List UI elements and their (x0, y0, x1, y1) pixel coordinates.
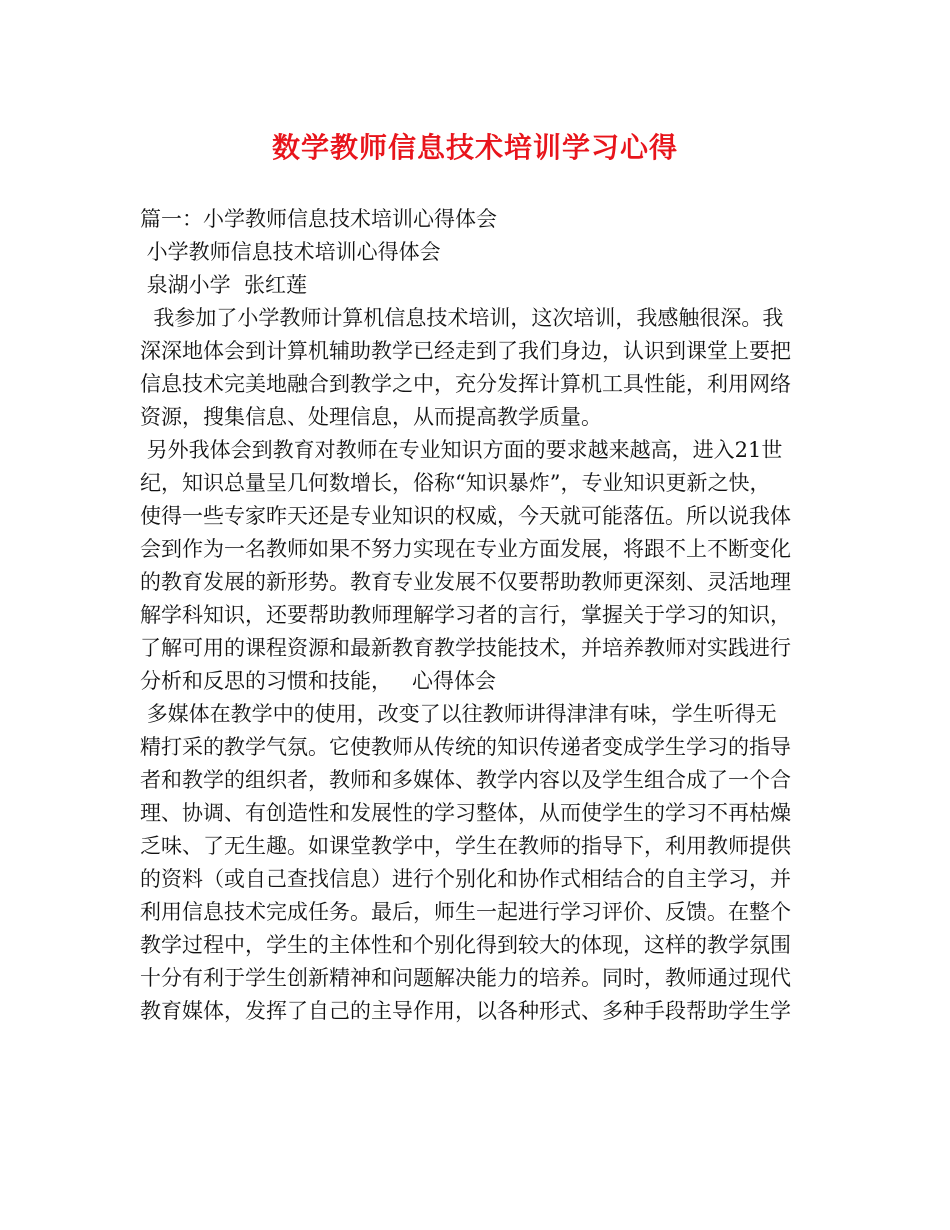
body-text-line: 了解可用的课程资源和最新教育教学技能技术，并培养教师对实践进行 (140, 636, 791, 660)
body-text-line: 会到作为一名教师如果不努力实现在专业方面发展，将跟不上不断变化 (140, 537, 791, 561)
body-text-line: 乏味、了无生趣。如课堂教学中，学生在教师的指导下，利用教师提供 (140, 834, 791, 858)
body-text-line: 深深地体会到计算机辅助教学已经走到了我们身边，认识到课堂上要把 (140, 339, 791, 363)
body-text-line: 纪，知识总量呈几何数增长，俗称“知识暴炸”，专业知识更新之快， (140, 471, 771, 495)
body-text-line: 利用信息技术完成任务。最后，师生一起进行学习评价、反馈。在整个 (140, 900, 791, 924)
body-text-line: 解学科知识，还要帮助教师理解学习者的言行，掌握关于学习的知识， (140, 603, 791, 627)
body-text-line: 泉湖小学 张红莲 (140, 273, 308, 297)
body-text-line: 另外我体会到教育对教师在专业知识方面的要求越来越高，进入21世 (140, 438, 783, 462)
document-body (140, 203, 816, 1028)
body-text-line: 理、协调、有创造性和发展性的学习整体，从而使学生的学习不再枯燥 (140, 801, 791, 825)
body-text-line: 使得一些专家昨天还是专业知识的权威，今天就可能落伍。所以说我体 (140, 504, 791, 528)
body-text-line: 资源，搜集信息、处理信息，从而提高教学质量。 (140, 405, 602, 429)
body-text-line: 的教育发展的新形势。教育专业发展不仅要帮助教师更深刻、灵活地理 (140, 570, 791, 594)
body-text-line: 多媒体在教学中的使用，改变了以往教师讲得津津有味，学生听得无 (140, 702, 777, 726)
body-text-line: 教育媒体，发挥了自己的主导作用，以各种形式、多种手段帮助学生学 (140, 999, 791, 1023)
body-text-line: 篇一：小学教师信息技术培训心得体会 (140, 207, 497, 231)
body-text-line: 小学教师信息技术培训心得体会 (140, 240, 441, 264)
document-title: 数学教师信息技术培训学习心得 (271, 131, 678, 164)
body-text-line: 精打采的教学气氛。它使教师从传统的知识传递者变成学生学习的指导 (140, 735, 791, 759)
body-text-line: 者和教学的组织者，教师和多媒体、教学内容以及学生组合成了一个合 (140, 768, 791, 792)
body-text-line: 信息技术完美地融合到教学之中，充分发挥计算机工具性能，利用网络 (140, 372, 791, 396)
body-text-line: 分析和反思的习惯和技能， 心得体会 (140, 669, 497, 693)
body-text-line: 教学过程中，学生的主体性和个别化得到较大的体现，这样的教学氛围 (140, 933, 791, 957)
body-text-line: 我参加了小学教师计算机信息技术培训，这次培训，我感触很深。我 (140, 306, 784, 330)
body-text-line: 十分有利于学生创新精神和问题解决能力的培养。同时，教师通过现代 (140, 966, 791, 990)
body-text-line: 的资料（或自己查找信息）进行个别化和协作式相结合的自主学习，并 (140, 867, 791, 891)
